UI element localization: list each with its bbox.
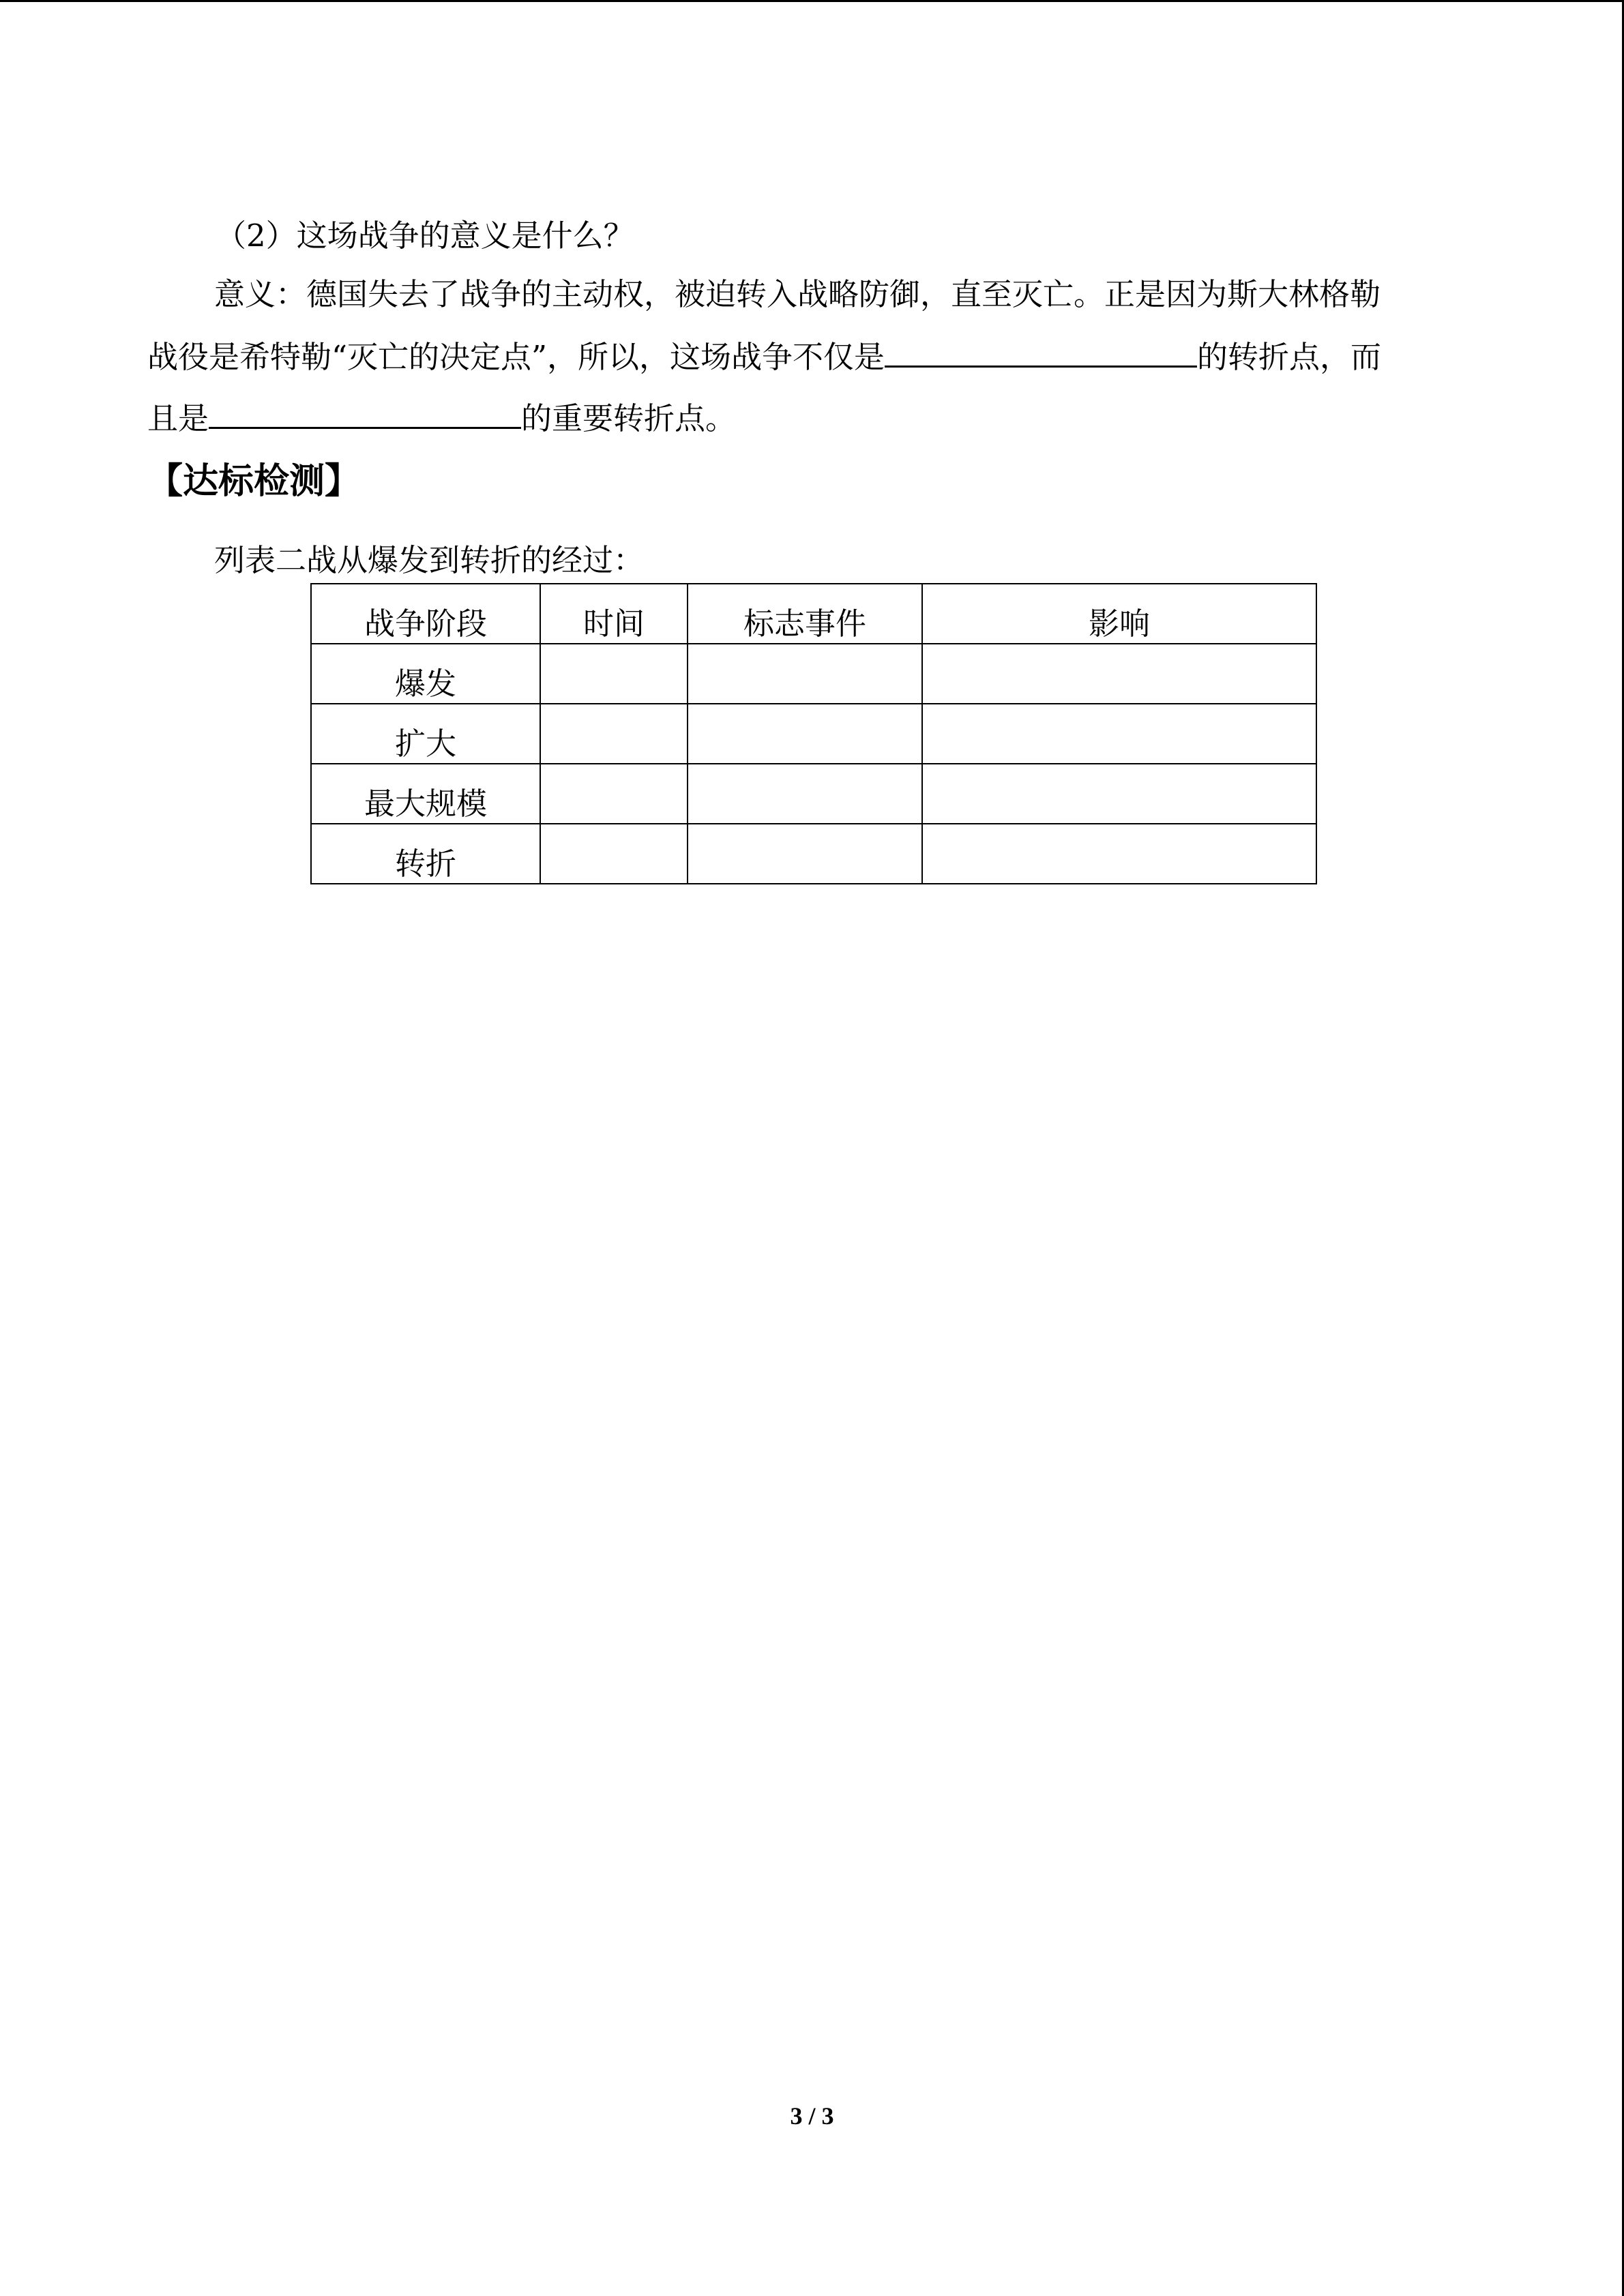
answer-line-3 bbox=[147, 396, 736, 439]
fill-blank-1[interactable] bbox=[885, 334, 1197, 368]
time-cell[interactable] bbox=[540, 704, 688, 764]
impact-cell[interactable] bbox=[922, 644, 1316, 704]
time-cell[interactable] bbox=[540, 764, 688, 824]
answer-line-1: 意义：德国失去了战争的主动权，被迫转入战略防御，直至灭亡。正是因为斯大林格勒 bbox=[214, 276, 1381, 312]
impact-cell[interactable] bbox=[922, 824, 1316, 884]
section-heading: 【达标检测】 bbox=[147, 461, 361, 502]
answer-line-2 bbox=[147, 334, 1381, 378]
page-number: 3 / 3 bbox=[790, 2102, 834, 2130]
table-row bbox=[311, 764, 1316, 824]
top-border-line bbox=[0, 0, 1624, 2]
table-row bbox=[311, 824, 1316, 884]
event-cell[interactable] bbox=[688, 764, 922, 824]
war-progress-table bbox=[310, 583, 1317, 884]
stage-cell: 扩大 bbox=[311, 704, 540, 764]
fill-blank-2[interactable] bbox=[209, 396, 521, 429]
table-instruction: 列表二战从爆发到转折的经过： bbox=[214, 542, 645, 578]
answer-line-3-suffix: 的重要转折点。 bbox=[521, 400, 737, 436]
time-cell[interactable] bbox=[540, 824, 688, 884]
answer-line-3-prefix: 且是 bbox=[147, 400, 209, 436]
header-impact: 影响 bbox=[922, 584, 1316, 644]
event-cell[interactable] bbox=[688, 824, 922, 884]
stage-cell: 转折 bbox=[311, 824, 540, 884]
impact-cell[interactable] bbox=[922, 704, 1316, 764]
event-cell[interactable] bbox=[688, 644, 922, 704]
table-row bbox=[311, 644, 1316, 704]
answer-line-2-prefix: 战役是希特勒“灭亡的决定点”，所以，这场战争不仅是 bbox=[147, 339, 885, 375]
table-header-row bbox=[311, 584, 1316, 644]
header-stage: 战争阶段 bbox=[311, 584, 540, 644]
header-event: 标志事件 bbox=[688, 584, 922, 644]
header-time: 时间 bbox=[540, 584, 688, 644]
impact-cell[interactable] bbox=[922, 764, 1316, 824]
event-cell[interactable] bbox=[688, 704, 922, 764]
stage-cell: 最大规模 bbox=[311, 764, 540, 824]
answer-line-2-suffix: 的转折点，而 bbox=[1197, 339, 1382, 375]
table-row bbox=[311, 704, 1316, 764]
time-cell[interactable] bbox=[540, 644, 688, 704]
question-title: （2）这场战争的意义是什么？ bbox=[216, 218, 634, 254]
stage-cell: 爆发 bbox=[311, 644, 540, 704]
